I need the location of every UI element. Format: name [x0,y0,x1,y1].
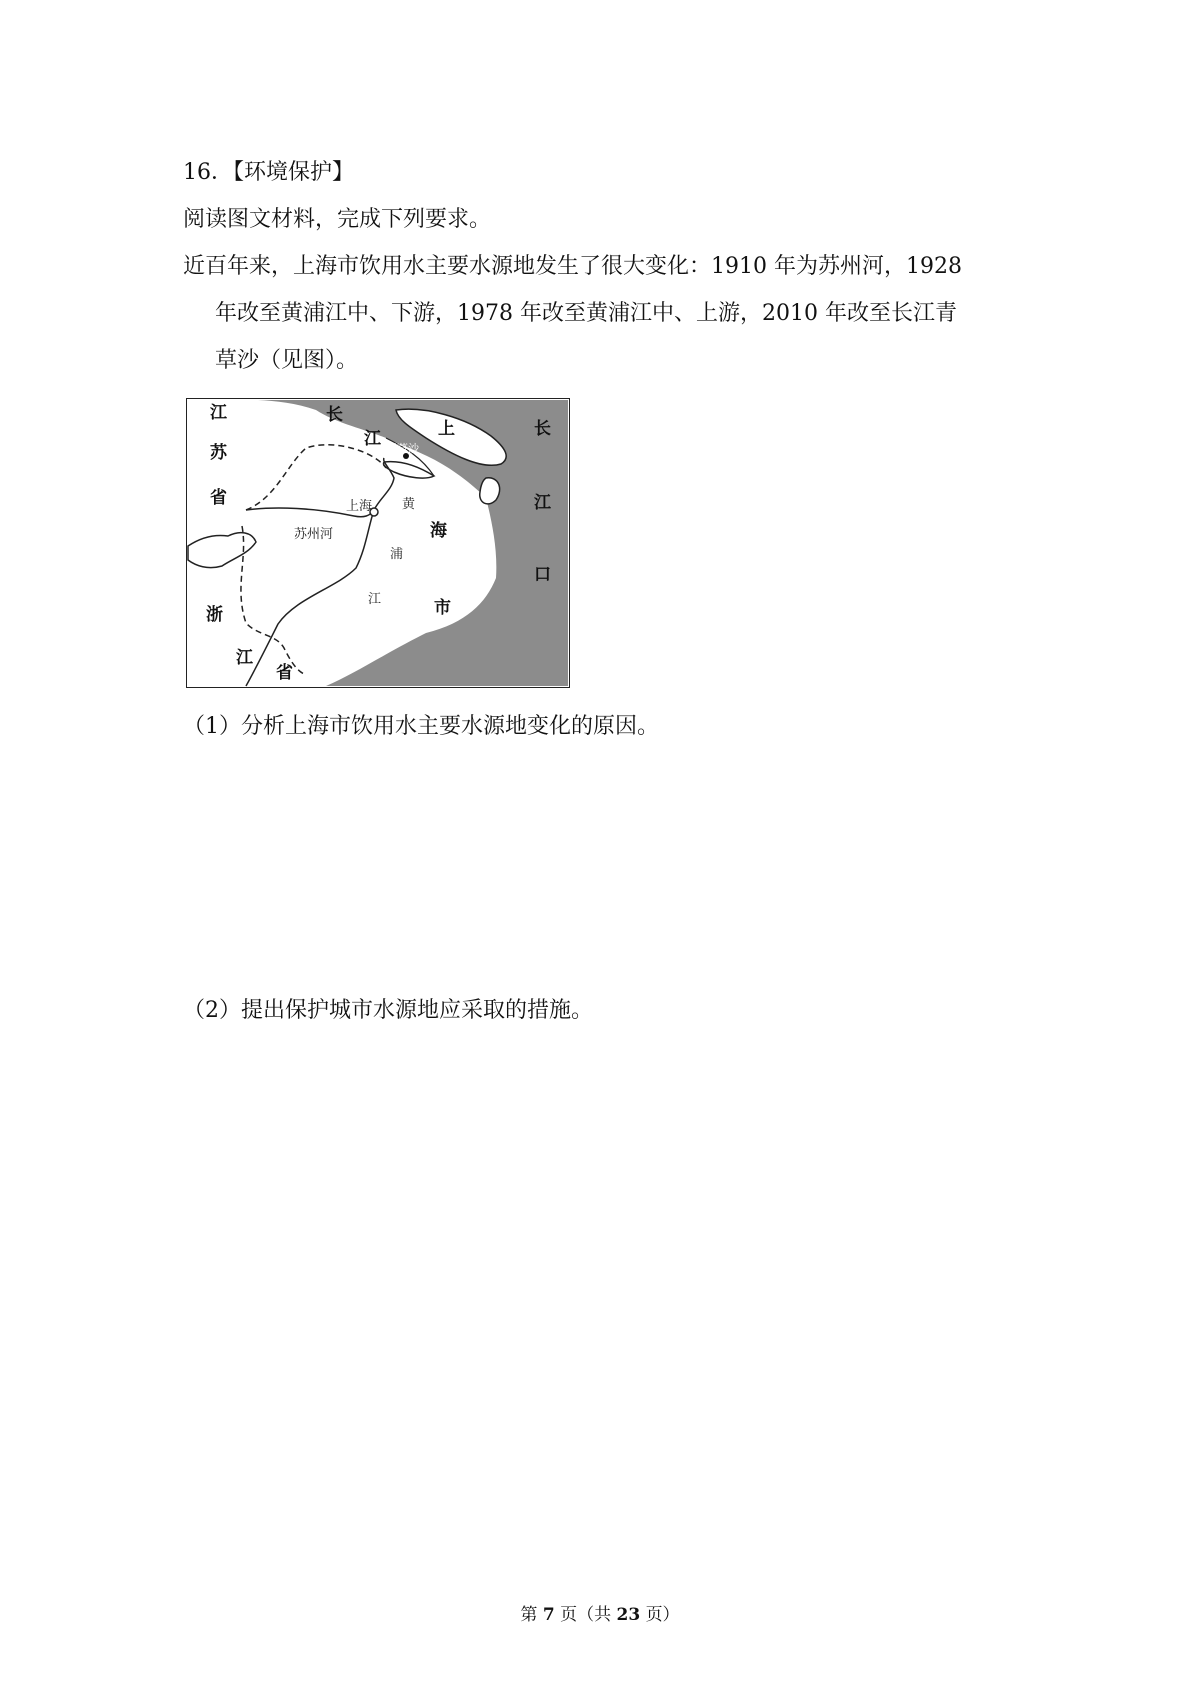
footer-suffix: 页） [645,1605,680,1625]
footer-middle: 页（共 [560,1605,612,1625]
material-line-2: 年改至黄浦江中、下游，1978 年改至黄浦江中、上游，2010 年改至长江青 [215,301,957,326]
label-jiangsu-2: 苏 [210,443,227,463]
label-zhejiang-2: 江 [236,648,253,668]
question-instruction: 阅读图文材料，完成下列要求。 [183,207,492,232]
label-qingcaosha: 青草沙 [386,442,419,455]
label-shanghai-city-2: 市 [434,598,451,618]
label-huangpu-2: 浦 [390,547,404,562]
footer-page: 7 [542,1605,555,1625]
label-changjiang-1: 长 [326,405,343,425]
question-heading: 16．【环境保护】 [183,160,354,185]
label-zhejiang-3: 省 [276,663,293,683]
label-changjiang-2: 江 [364,429,381,449]
shanghai-map [186,398,570,688]
footer-prefix: 第 [520,1605,538,1625]
label-jiangsu-1: 江 [210,403,227,423]
page-footer [0,1600,1200,1625]
sub-question-2: （2）提出保护城市水源地应采取的措施。 [183,998,593,1023]
material-line-3: 草沙（见图）。 [215,348,359,373]
label-suzhou-river: 苏州河 [294,527,334,542]
sub-question-1: （1）分析上海市饮用水主要水源地变化的原因。 [183,714,659,739]
label-jiangsu-3: 省 [210,488,227,508]
label-shanghai-point: 上海 [346,499,373,514]
label-estuary-1: 长 [534,419,551,439]
hengsha-island [480,478,500,504]
label-estuary-2: 江 [534,493,551,513]
label-zhejiang-1: 浙 [206,605,223,625]
footer-total: 23 [616,1605,641,1625]
material-line-1: 近百年来，上海市饮用水主要水源地发生了很大变化：1910 年为苏州河，1928 [183,254,962,279]
label-shanghai-city-1: 海 [430,521,447,541]
label-huangpu-3: 江 [368,592,382,607]
label-huangpu-1: 黄 [402,497,416,512]
label-estuary-3: 口 [534,565,551,585]
label-shang-island: 上 [438,419,455,439]
